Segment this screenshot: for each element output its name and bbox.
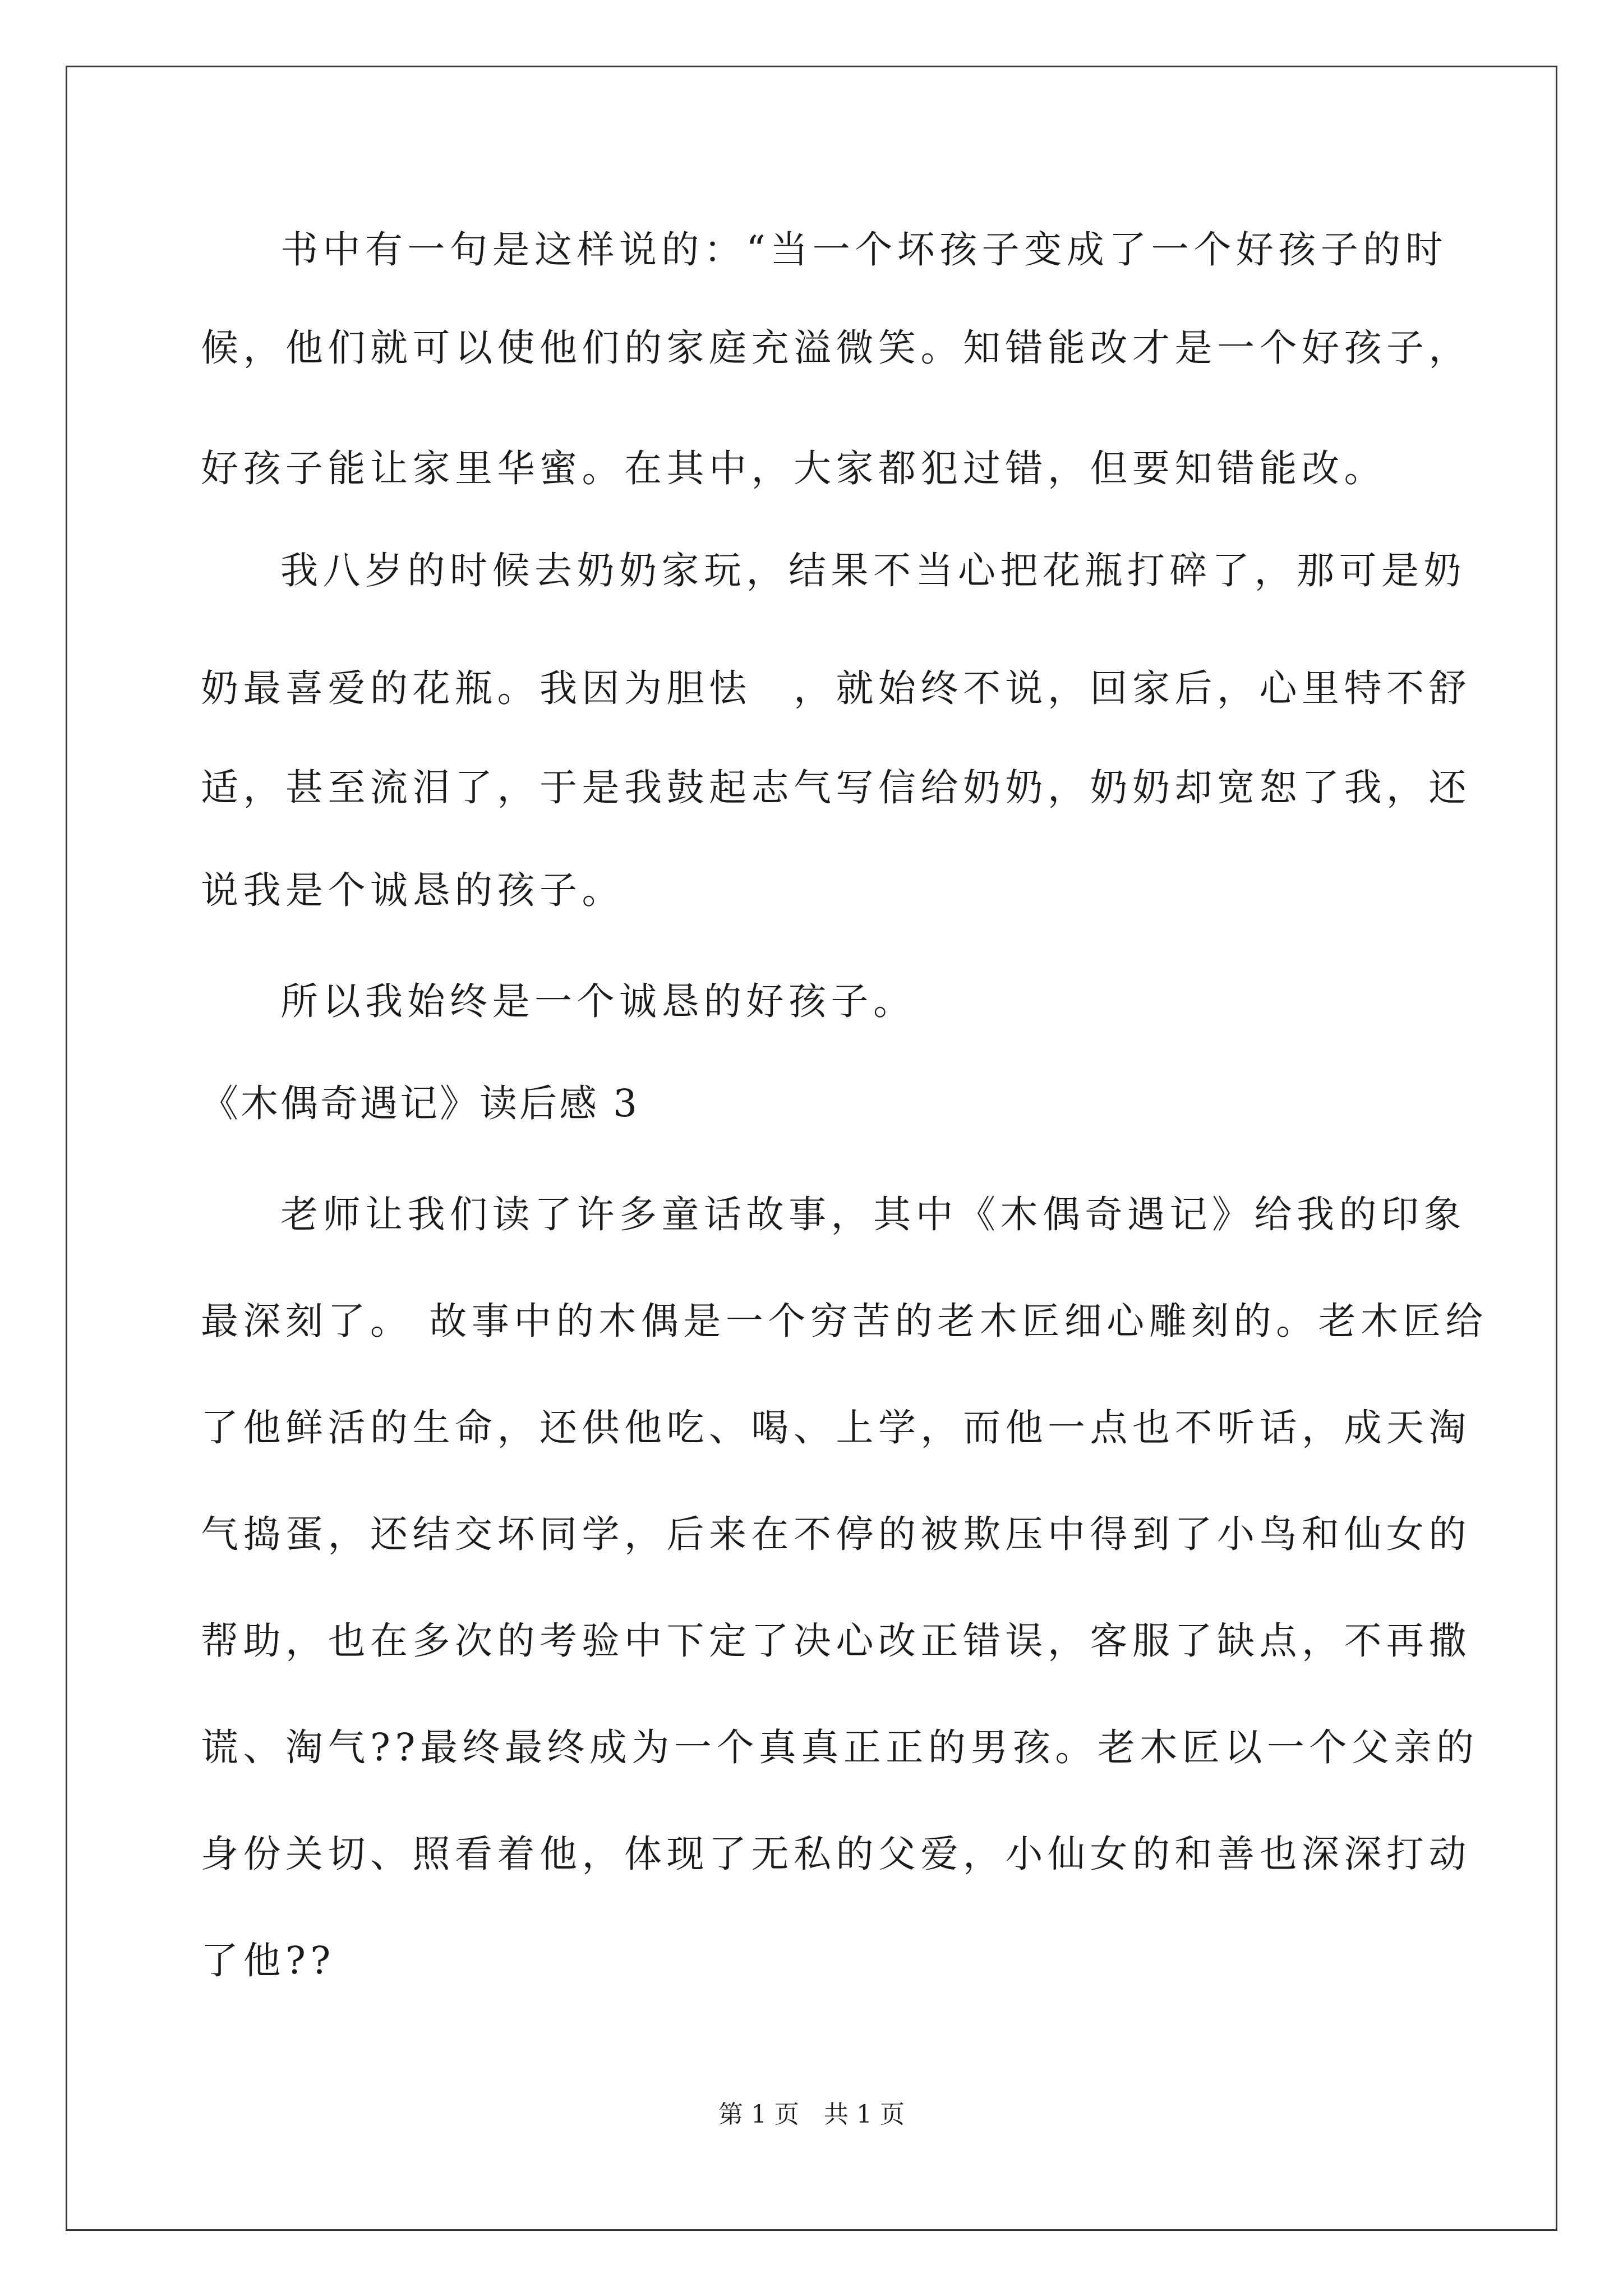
body-text-line: 身份关切、照看着他，体现了无私的父爱，小仙女的和善也深深打动 <box>201 1832 1471 1876</box>
body-text-line: 说我是个诚恳的孩子。 <box>201 868 624 912</box>
body-text-line: 好孩子能让家里华蜜。在其中，大家都犯过错，但要知错能改。 <box>201 447 1386 490</box>
page-border <box>66 66 1557 2231</box>
body-text-line: 我八岁的时候去奶奶家玩，结果不当心把花瓶打碎了，那可是奶 <box>280 549 1466 592</box>
body-text-line: 书中有一句是这样说的：“当一个坏孩子变成了一个好孩子的时 <box>280 228 1448 272</box>
body-text-line: 了他鲜活的生命，还供他吃、喝、上学，而他一点也不听话，成天淘 <box>201 1406 1471 1450</box>
body-text-line: 老师让我们读了许多童话故事，其中《木偶奇遇记》给我的印象 <box>280 1193 1466 1236</box>
body-text-line: 最深刻了。 故事中的木偶是一个穷苦的老木匠细心雕刻的。老木匠给 <box>201 1299 1488 1343</box>
section-heading: 《木偶奇遇记》读后感 3 <box>201 1082 639 1125</box>
body-text-line: 奶最喜爱的花瓶。我因为胆怯 ，就始终不说，回家后，心里特不舒 <box>201 666 1471 710</box>
page-footer: 第 1 页 共 1 页 <box>718 2100 905 2129</box>
body-text-line: 了他?? <box>201 1939 335 1982</box>
body-text-line: 气捣蛋，还结交坏同学，后来在不停的被欺压中得到了小鸟和仙女的 <box>201 1512 1471 1556</box>
body-text-line: 所以我始终是一个诚恳的好孩子。 <box>280 979 916 1023</box>
body-text-line: 谎、淘气??最终最终成为一个真真正正的男孩。老木匠以一个父亲的 <box>201 1726 1479 1769</box>
body-text-line: 适，甚至流泪了，于是我鼓起志气写信给奶奶，奶奶却宽恕了我，还 <box>201 766 1471 809</box>
body-text-line: 帮助，也在多次的考验中下定了决心改正错误，客服了缺点，不再撒 <box>201 1619 1471 1663</box>
body-text-line: 候，他们就可以使他们的家庭充溢微笑。知错能改才是一个好孩子， <box>201 326 1471 370</box>
